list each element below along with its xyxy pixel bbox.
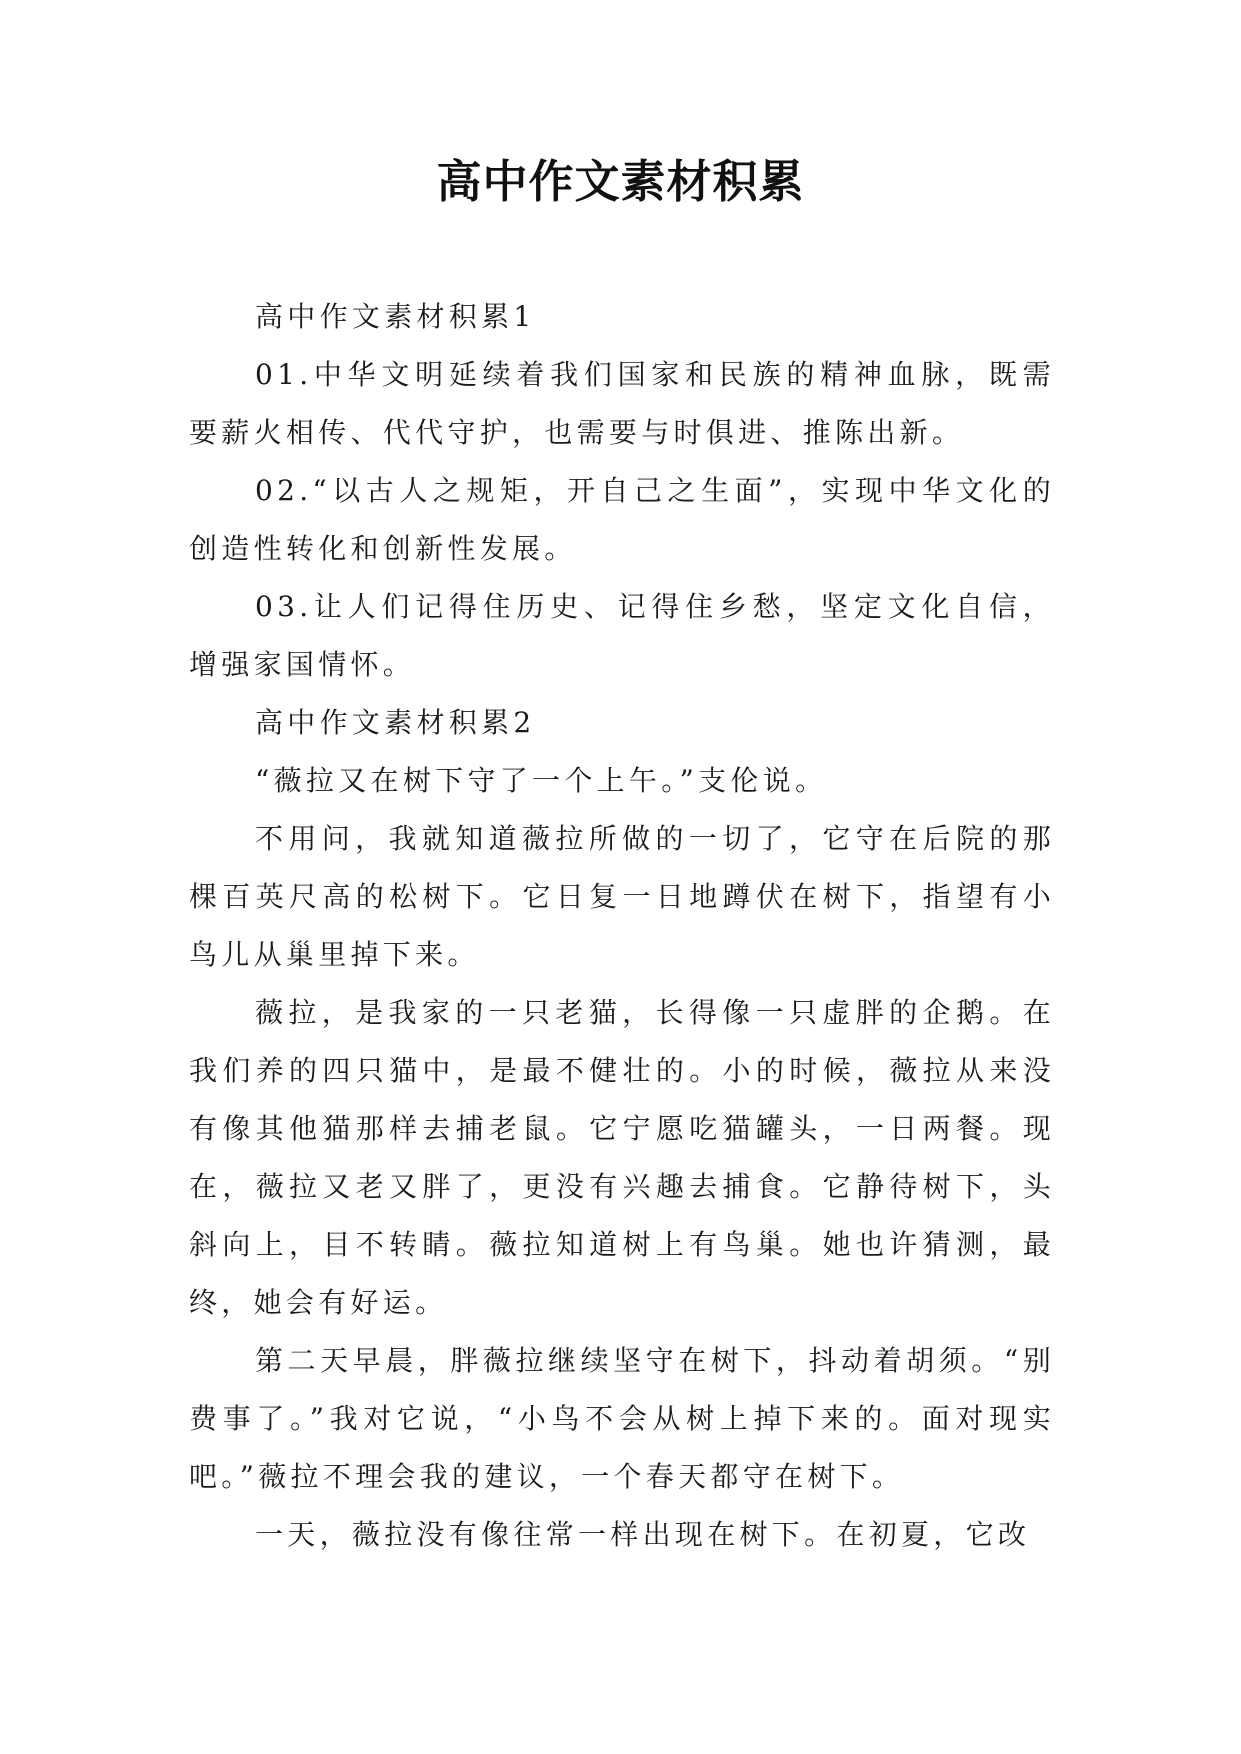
paragraph: “薇拉又在树下守了一个上午。”支伦说。 xyxy=(255,764,828,797)
section-heading-2: 高中作文素材积累2 xyxy=(255,706,536,739)
paragraph-item-02: 02.“以古人之规矩，开自己之生面”，实现中华文化的创造性转化和创新性发展。 xyxy=(189,474,1055,565)
paragraph-item-01: 01.中华文明延续着我们国家和民族的精神血脉，既需要薪火相传、代代守护，也需要与时俱进、推陈出新。 xyxy=(189,358,1055,449)
paragraph: 一天，薇拉没有像往常一样出现在树下。在初夏，它改 xyxy=(255,1518,1031,1551)
paragraph: 不用问，我就知道薇拉所做的一切了，它守在后院的那棵百英尺高的松树下。它日复一日地蹲伏在树下，指望有小鸟儿从巢里掉下来。 xyxy=(189,822,1055,971)
paragraph-item-03: 03.让人们记得住历史、记得住乡愁，坚定文化自信，增强家国情怀。 xyxy=(189,590,1055,681)
section-heading-1: 高中作文素材积累1 xyxy=(255,300,536,333)
document-title: 高中作文素材积累 xyxy=(436,155,805,208)
paragraph: 薇拉，是我家的一只老猫，长得像一只虚胖的企鹅。在我们养的四只猫中，是最不健壮的。小的时候，薇拉从来没有像其他猫那样去捕老鼠。它宁愿吃猫罐头，一日两餐。现在，薇拉又老又胖了，更没有兴趣去捕食。它静待树下，头斜向上，目不转睛。薇拉知道树上有鸟巢。她也许猜测，最终，她会有好运。 xyxy=(189,996,1055,1319)
document-body xyxy=(189,288,1055,1564)
paragraph: 第二天早晨，胖薇拉继续坚守在树下，抖动着胡须。“别费事了。”我对它说，“小鸟不会从树上掉下来的。面对现实吧。”薇拉不理会我的建议，一个春天都守在树下。 xyxy=(189,1344,1055,1493)
